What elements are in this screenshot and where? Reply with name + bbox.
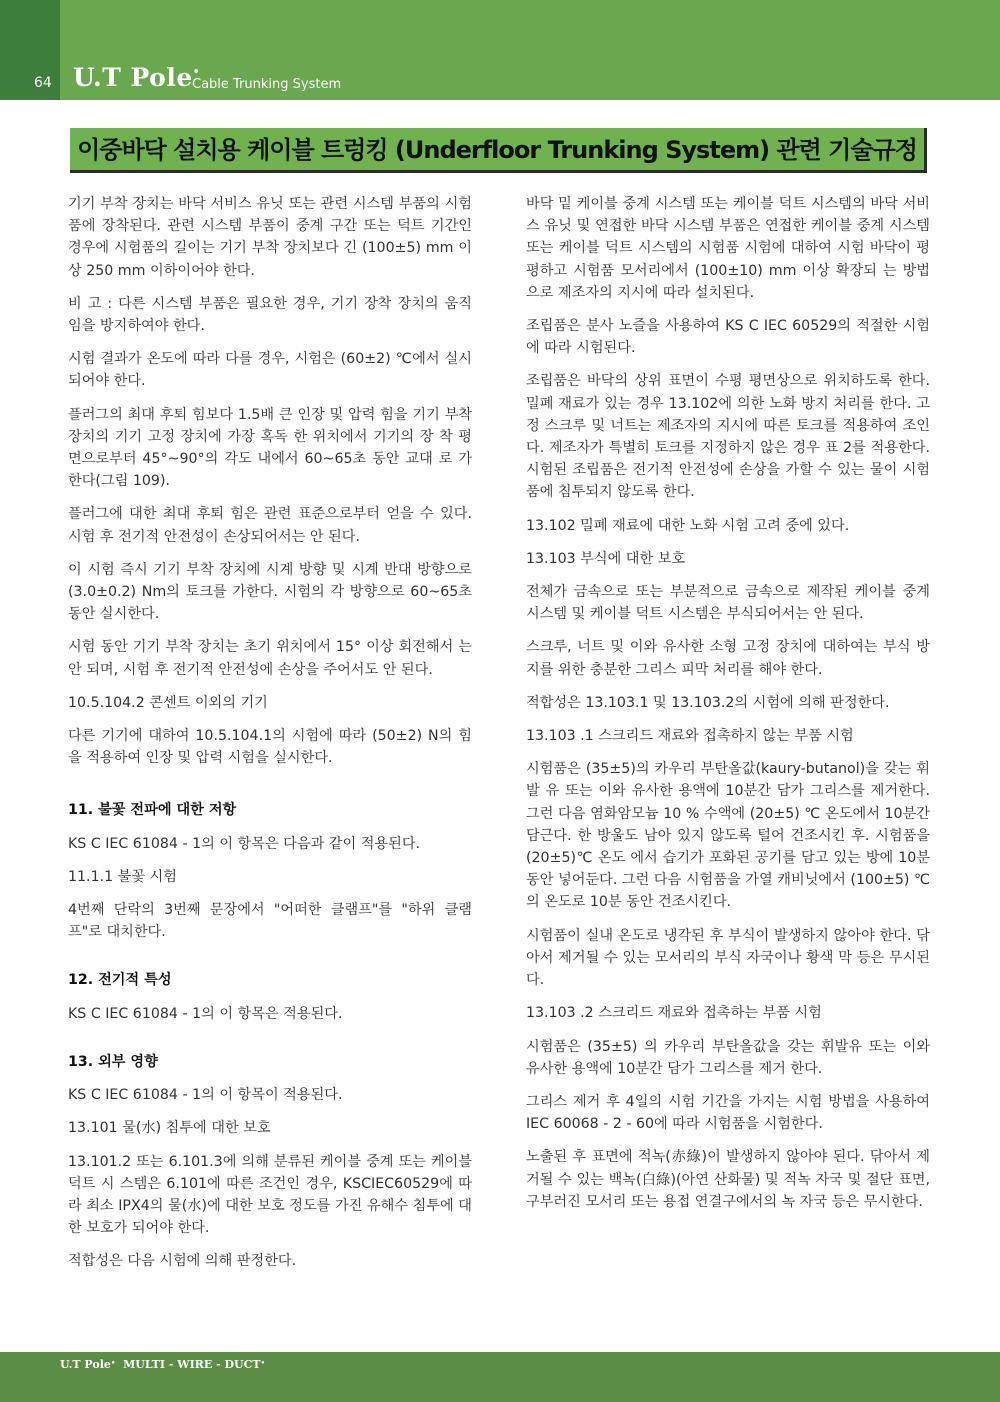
footer-brand-name: U.T Pole: [60, 1358, 111, 1371]
body-paragraph: 시험품은 (35±5)의 카우리 부탄올값(kaury-butanol)을 갖는 휘발 유 또는 이와 유사한 용액에 10분간 담가 그리스를 제거한다. 그런 다음 염화암모늄 10 % 수액에 (20±5) ℃ 온도에서 10분간 담근다. 한 방울도 남아 있지 않도록 털어 건조시킨 후. 시험품을 (20±5)℃ 온도 에서 습기가 포화된 공기를 담고 있는 방에 10분 동안 넣어둔다. 그런 다음 시험품을 가열 캐비닛에서 (100±5) ℃의 온도로 10분 동안 건조시킨다.: [526, 761, 930, 911]
section-heading: 11. 불꽃 전파에 대한 저항: [68, 802, 237, 819]
brand-name: U.T Pole: [73, 63, 193, 92]
brand-logo: [73, 63, 200, 92]
body-paragraph: 조립품은 바닥의 상위 표면이 수평 평면상으로 위치하도록 한다. 밀폐 재료가 있는 경우 13.102에 의한 노화 방지 처리를 한다. 고정 스크루 및 너트는 제조자의 지시에 따른 토크를 적용하여 조인다. 제조자가 특별히 토크를 지정하지 않은 경우 표 2를 적용한다. 시험된 조립품은 전기적 안전성에 손상을 가할 수 있는 물이 시험품에 침투되지 않도록 한다.: [526, 373, 930, 501]
body-paragraph: 노출된 후 표면에 적녹(赤綠)이 발생하지 않아야 된다. 닦아서 제거될 수 있는 백녹(白綠)(아연 산화물) 및 적녹 자국 및 절단 표면, 구부러진 모서리 또는 용접 연결구에서의 녹 자국 등은 무시한다.: [526, 1149, 930, 1210]
body-paragraph: 다른 기기에 대하여 10.5.104.1의 시험에 따라 (50±2) N의 힘을 적용하여 인장 및 압력 시험을 실시한다.: [68, 728, 472, 767]
body-paragraph: 시험 결과가 온도에 따라 다를 경우, 시험은 (60±2) ℃에서 실시되어야 한다.: [68, 351, 472, 390]
body-paragraph: 시험품이 실내 온도로 냉각된 후 부식이 발생하지 않아야 한다. 닦아서 제거될 수 있는 모서리의 부식 자국이나 황색 막 등은 무시된다.: [526, 927, 930, 989]
body-paragraph: 13.102 밀폐 재료에 대한 노화 시험 고려 중에 있다.: [526, 517, 850, 534]
body-paragraph: 13.103 .2 스크리드 재료와 접촉하는 부품 시험: [526, 1005, 822, 1022]
body-paragraph: 스크루, 너트 및 이와 유사한 소형 고정 장치에 대하여는 부식 방지를 위한 충분한 그리스 피막 처리를 해야 한다.: [526, 639, 930, 678]
body-paragraph: 시험품은 (35±5) 의 카우리 부탄올값을 갖는 휘발유 또는 이와 유사한 용액에 10분간 담가 그리스를 제거 한다.: [526, 1038, 930, 1077]
body-paragraph: 적합성은 다음 시험에 의해 판정한다.: [68, 1253, 297, 1270]
body-paragraph: KS C IEC 61084 - 1의 이 항목이 적용된다.: [68, 1087, 343, 1104]
body-paragraph: 비 고 : 다른 시스템 부품은 필요한 경우, 기기 장착 장치의 움직 임을 방지하여야 한다.: [68, 295, 472, 335]
footer-product-mark: •: [260, 1358, 266, 1367]
body-paragraph: 플러그의 최대 후퇴 힘보다 1.5배 큰 인장 및 압력 힘을 기기 부착 장치의 기기 고정 장치에 가장 혹독 한 위치에서 기기의 장 착 평면으로부터 45°~90°의 각도 내에서 60~65초 동안 교대 로 가한다(그림 109).: [68, 406, 472, 490]
body-paragraph: 10.5.104.2 콘센트 이외의 기기: [68, 694, 268, 711]
body-paragraph: 전체가 금속으로 또는 부분적으로 금속으로 제작된 케이블 중계 시스템 및 케이블 덕트 시스템은 부식되어서는 안 된다.: [526, 584, 930, 623]
page-number: 64: [34, 75, 52, 91]
brand-subtitle: Cable Trunking System: [192, 77, 342, 92]
body-paragraph: 그리스 제거 후 4일의 시험 기간을 가지는 시험 방법을 사용하여 IEC 60068 - 2 - 60에 따라 시험품을 시험한다.: [526, 1093, 930, 1133]
body-paragraph: KS C IEC 61084 - 1의 이 항목은 다음과 같이 적용된다.: [68, 835, 421, 852]
brand-mark: •: [192, 65, 201, 78]
body-paragraph: 4번째 단락의 3번째 문장에서 "어떠한 클램프"를 "하위 클램 프"로 대치한다.: [68, 902, 472, 941]
body-paragraph: 바닥 밑 케이블 중계 시스템 또는 케이블 덕트 시스템의 바닥 서비스 유닛 및 연접한 바닥 시스템 부품은 연접한 케이블 중계 시스템 또는 케이블 덕트 시스템의 시험품 시험에 대하여 시험 바닥이 평평하고 시험품 모서리에서 (100±10) mm 이상 확장되 는 방법으로 제조자의 지시에 따라 설치된다.: [526, 196, 930, 301]
title-bar: [70, 128, 927, 173]
body-paragraph: 11.1.1 불꽃 시험: [68, 868, 177, 885]
body-paragraph: 13.103 .1 스크리드 재료와 접촉하지 않는 부품 시험: [526, 728, 854, 745]
right-column: [526, 193, 930, 1224]
body-paragraph: 13.101.2 또는 6.101.3에 의해 분류된 케이블 중계 또는 케이블 덕트 시 스템은 6.101에 따른 조건인 경우, KSCIEC60529에 따라 최소 IPX4의 물(水)에 대한 보호 정도를 가진 유해수 침투에 대한 보호가 되어야 한다.: [68, 1153, 472, 1237]
body-paragraph: 조립품은 분사 노즐을 사용하여 KS C IEC 60529의 적절한 시험 에 따라 시험된다.: [526, 318, 930, 357]
footer-product: MULTI - WIRE - DUCT: [123, 1358, 261, 1371]
body-paragraph: 적합성은 13.103.1 및 13.103.2의 시험에 의해 판정한다.: [526, 694, 890, 711]
body-paragraph: 시험 동안 기기 부착 장치는 초기 위치에서 15° 이상 회전해서 는 안 되며, 시험 후 전기적 안전성에 손상을 주어서도 안 된다.: [68, 639, 472, 678]
left-column: [68, 193, 472, 1284]
body-paragraph: 13.101 물(水) 침투에 대한 보호: [68, 1120, 271, 1137]
section-heading: 12. 전기적 특성: [68, 972, 172, 989]
footer-brand: [60, 1358, 265, 1371]
page-title: 이중바닥 설치용 케이블 트렁킹 (Underfloor Trunking System) 관련 기술규정: [77, 136, 917, 164]
footer-brand-mark: •: [110, 1358, 116, 1367]
body-paragraph: 플러그에 대한 최대 후퇴 힘은 관련 표준으로부터 얻을 수 있다. 시험 후 전기적 안전성이 손상되어서는 안 된다.: [68, 506, 472, 545]
body-paragraph: 기기 부착 장치는 바닥 서비스 유닛 또는 관련 시스템 부품의 시험품에 장착된다. 관련 시스템 부품이 중계 구간 또는 덕트 기간인 경우에 시험품의 길이는 기기 부착 장치보다 긴 (100±5) mm 이상 250 mm 이하이어야 한다.: [68, 196, 472, 279]
body-paragraph: 13.103 부식에 대한 보호: [526, 550, 686, 567]
body-paragraph: KS C IEC 61084 - 1의 이 항목은 적용된다.: [68, 1005, 343, 1022]
section-heading: 13. 외부 영향: [68, 1053, 158, 1070]
body-paragraph: 이 시험 즉시 기기 부착 장치에 시계 방향 및 시계 반대 방향으로 (3.0±0.2) Nm의 토크를 가한다. 시험의 각 방향으로 60~65초 동안 실시한다.: [68, 561, 472, 623]
